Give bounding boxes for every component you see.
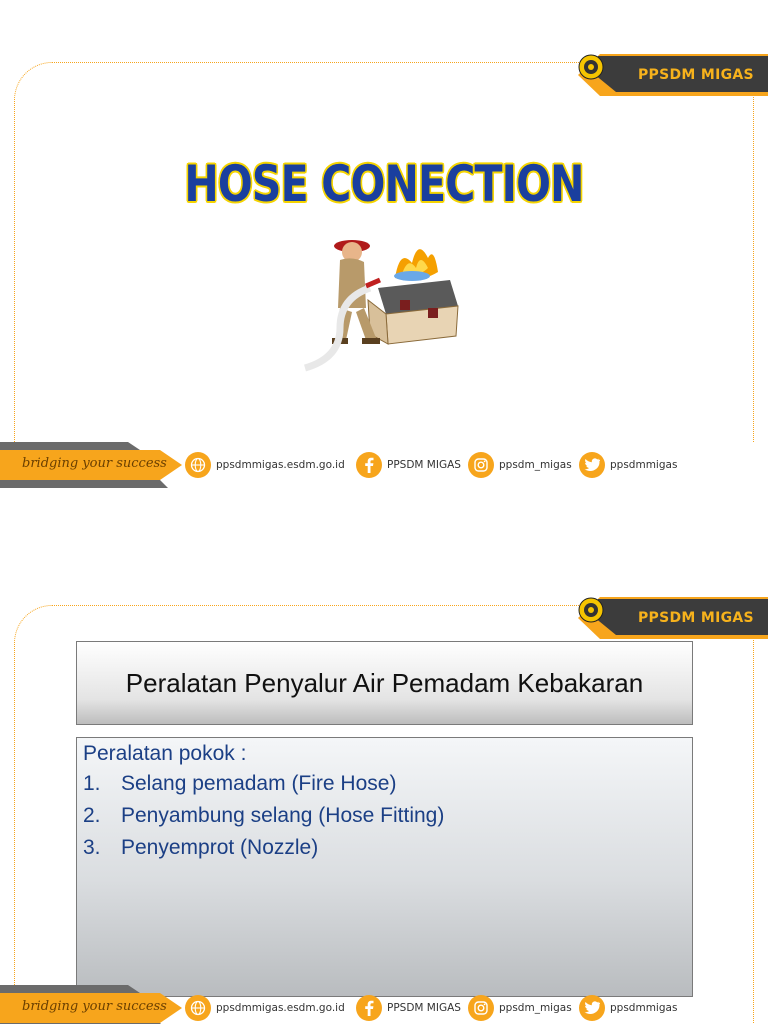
slide-title [0,0,768,500]
content-box [76,737,693,997]
twitter-icon [579,995,605,1021]
list-item [83,836,686,860]
contact-facebook[interactable] [356,452,461,478]
contact-instagram[interactable] [468,995,572,1021]
firefighter-illustration [300,228,470,373]
list-item-text: Selang pemadam (Fire Hose) [121,772,397,795]
facebook-label: PPSDM MIGAS [387,1002,461,1014]
list-item-number: 1. [83,772,101,795]
slide-title-text: HOSE CONECTION [184,155,584,213]
emblem-icon [578,54,604,80]
twitter-label: ppsdmmigas [610,459,678,471]
list-item-text: Penyambung selang (Hose Fitting) [121,804,445,827]
slide-heading: Peralatan Penyalur Air Pemadam Kebakaran [125,667,644,698]
emblem-icon [578,597,604,623]
instagram-icon [468,995,494,1021]
footer-bar [0,442,768,488]
footer-bar [0,985,768,1024]
facebook-label: PPSDM MIGAS [387,459,461,471]
instagram-icon [468,452,494,478]
tagline-text: bridging your success [22,456,167,471]
list-item-number: 3. [83,836,101,859]
facebook-icon [356,995,382,1021]
website-label: ppsdmmigas.esdm.go.id [216,459,345,471]
instagram-label: ppsdm_migas [499,459,572,471]
tagline-text: bridging your success [22,999,167,1014]
list-item-number: 2. [83,804,101,827]
contact-instagram[interactable] [468,452,572,478]
heading-box [76,641,693,725]
brand-name: PPSDM MIGAS [638,610,754,626]
contact-twitter[interactable] [579,452,677,478]
slide-content [0,543,768,1024]
brand-banner [578,597,768,639]
contact-twitter[interactable] [579,995,677,1021]
content-lead: Peralatan pokok : [83,742,247,765]
contact-website[interactable] [185,995,345,1021]
instagram-label: ppsdm_migas [499,1002,572,1014]
twitter-label: ppsdmmigas [610,1002,678,1014]
contact-website[interactable] [185,452,345,478]
website-label: ppsdmmigas.esdm.go.id [216,1002,345,1014]
globe-icon [185,995,211,1021]
list-item [83,804,686,828]
equipment-list [83,772,686,860]
globe-icon [185,452,211,478]
list-item [83,772,686,796]
list-item-text: Penyemprot (Nozzle) [121,836,319,859]
facebook-icon [356,452,382,478]
brand-name: PPSDM MIGAS [638,67,754,83]
contact-facebook[interactable] [356,995,461,1021]
twitter-icon [579,452,605,478]
brand-banner [578,54,768,96]
